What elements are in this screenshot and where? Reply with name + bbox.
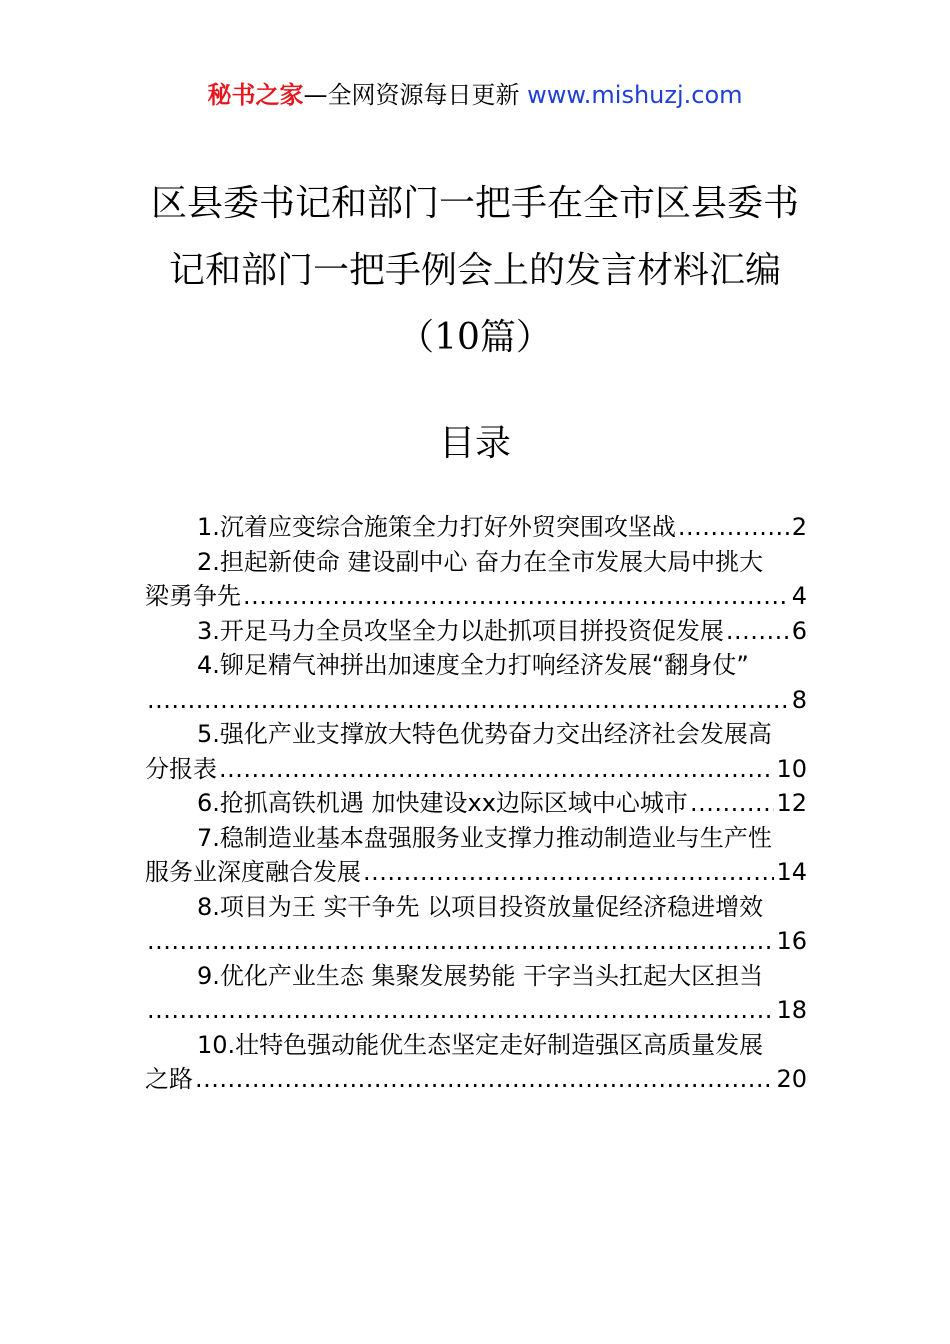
toc-entry[interactable] <box>145 890 807 959</box>
toc-entry-title-continued: 梁勇争先 <box>145 582 241 610</box>
toc-dot-leader <box>147 993 774 1028</box>
toc-page-number: 14 <box>776 858 807 886</box>
toc-page-number: 16 <box>776 927 807 955</box>
toc-entry-title: 2.担起新使命 建设副中心 奋力在全市发展大局中挑大 <box>197 547 764 576</box>
toc-page-number: 4 <box>791 582 807 610</box>
table-of-contents <box>145 510 807 1097</box>
site-header <box>0 80 950 110</box>
toc-entry-title: 3.开足马力全员攻坚全力以赴抓项目拼投资促发展 <box>197 616 724 645</box>
toc-entry[interactable] <box>145 717 807 786</box>
toc-entry-title: 4.铆足精气神拼出加速度全力打响经济发展“翻身仗” <box>197 651 749 679</box>
brand-name: 秘书之家 <box>207 81 304 109</box>
toc-heading: 目录 <box>438 423 511 464</box>
toc-entry-title: 8.项目为王 实干争先 以项目投资放量促经济稳进增效 <box>197 892 764 921</box>
toc-page-number: 10 <box>776 754 807 783</box>
toc-entry-title-continued: 分报表 <box>145 754 217 783</box>
toc-entry[interactable] <box>145 614 807 649</box>
toc-entry-title: 9.优化产业生态 集聚发展势能 干字当头扛起大区担当 <box>197 961 764 990</box>
toc-dot-leader <box>147 924 774 959</box>
toc-page-number: 6 <box>791 616 807 645</box>
toc-page-number: 20 <box>776 1065 807 1093</box>
toc-entry[interactable] <box>145 510 807 545</box>
toc-page-number: 2 <box>791 513 807 541</box>
document-title-line-1: 区县委书记和部门一把手在全市区县委书 <box>150 183 799 224</box>
toc-entry[interactable] <box>145 786 807 821</box>
toc-entry-title: 1.沉着应变综合施策全力打好外贸突围攻坚战 <box>197 513 676 541</box>
toc-entry-title: 7.稳制造业基本盘强服务业支撑力推动制造业与生产性 <box>197 823 772 852</box>
toc-page-number: 18 <box>776 996 807 1024</box>
toc-dot-leader <box>147 683 790 718</box>
toc-entry[interactable] <box>145 959 807 1028</box>
toc-entry[interactable] <box>145 1028 807 1097</box>
toc-dot-leader <box>678 510 790 545</box>
toc-dot-leader <box>219 752 774 787</box>
header-tagline: —全网资源每日更新 <box>303 81 520 109</box>
toc-entry-title: 5.强化产业支撑放大特色优势奋力交出经济社会发展高 <box>197 720 772 748</box>
toc-dot-leader <box>363 855 774 890</box>
toc-entry-title: 10.壮特色强动能优生态坚定走好制造强区高质量发展 <box>197 1030 764 1059</box>
toc-dot-leader <box>243 579 790 614</box>
toc-entry[interactable] <box>145 821 807 890</box>
toc-dot-leader <box>726 614 790 649</box>
toc-entry[interactable] <box>145 545 807 614</box>
toc-page-number: 8 <box>791 685 807 714</box>
toc-entry-title-continued: 服务业深度融合发展 <box>145 858 361 886</box>
toc-entry-title: 6.抢抓高铁机遇 加快建设xx边际区域中心城市 <box>197 789 688 817</box>
site-url-link[interactable]: www.mishuzj.com <box>527 81 743 109</box>
toc-page-number: 12 <box>776 789 807 817</box>
toc-entry-title-continued: 之路 <box>145 1065 193 1093</box>
toc-dot-leader <box>690 786 775 821</box>
document-title-line-2: 记和部门一把手例会上的发言材料汇编 <box>168 250 781 291</box>
toc-entry[interactable] <box>145 648 807 717</box>
toc-dot-leader <box>195 1062 774 1097</box>
document-title-count: （10篇） <box>398 317 552 358</box>
